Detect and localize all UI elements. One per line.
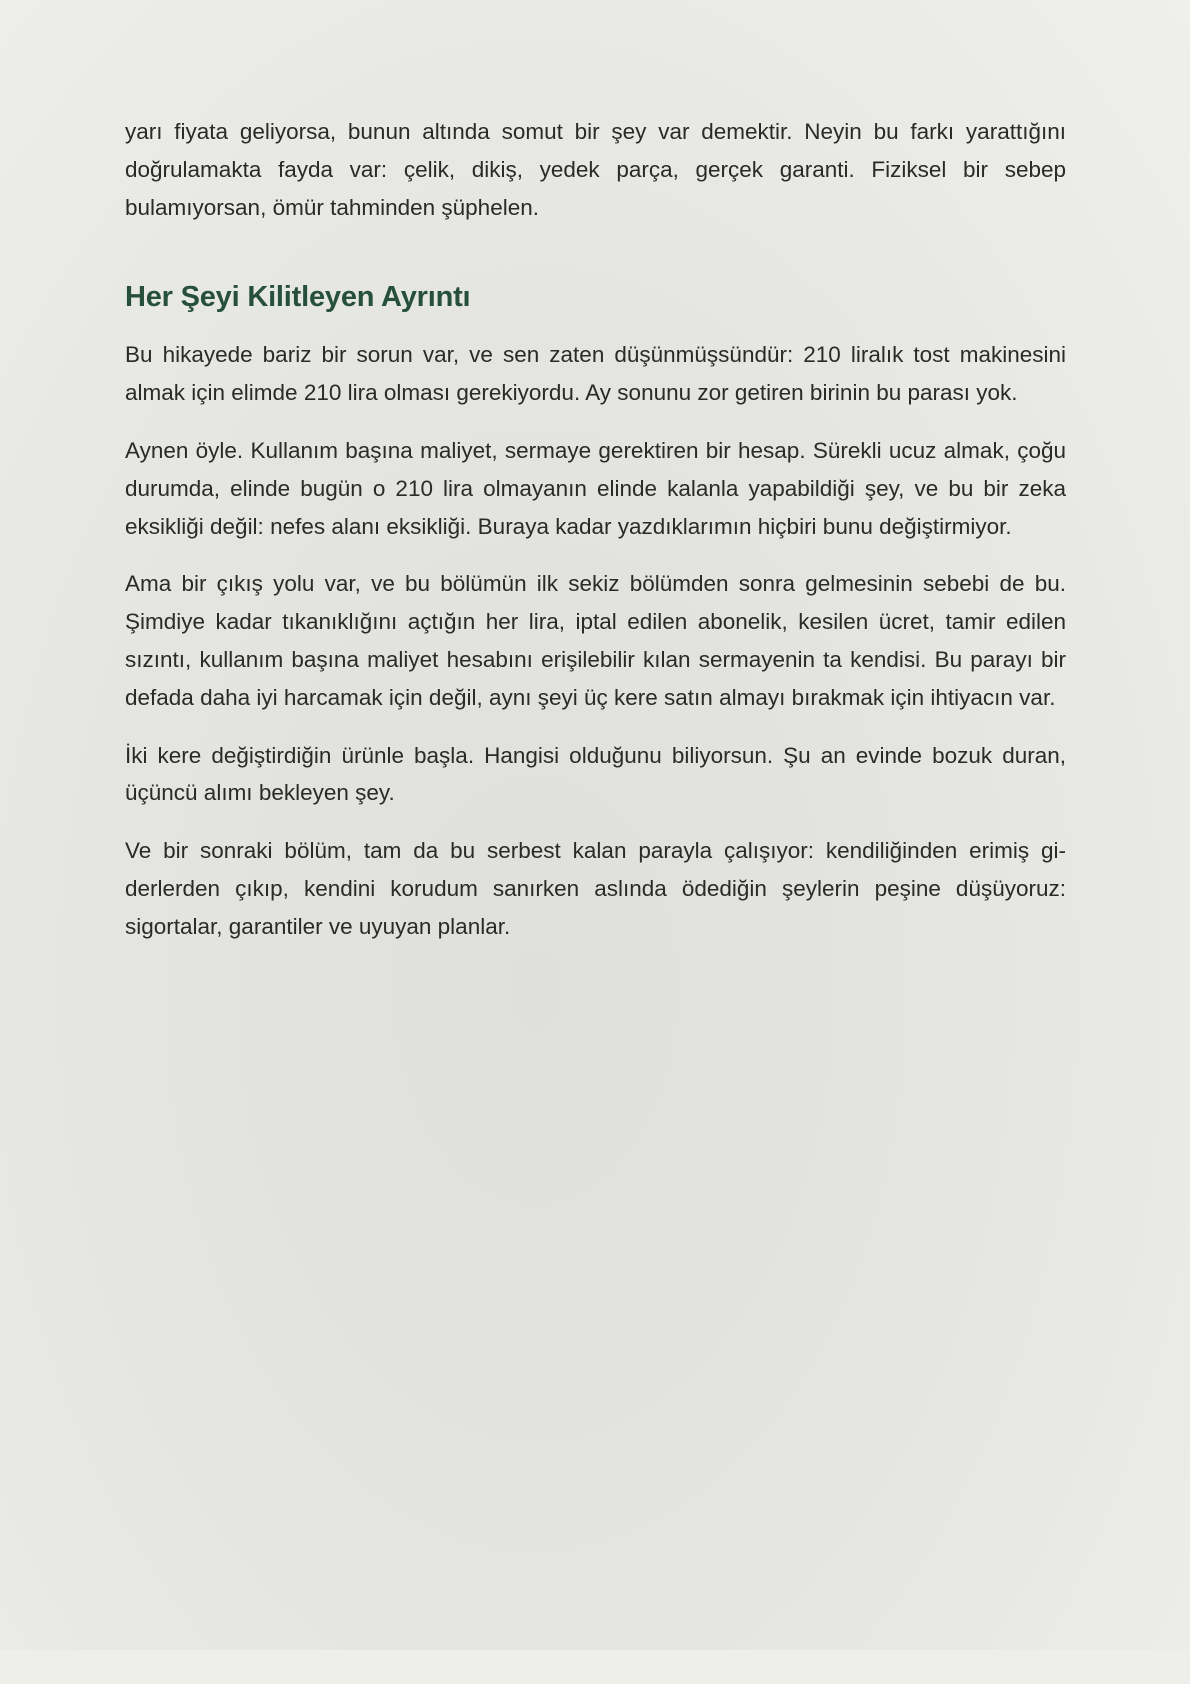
- page-bottom-margin: [0, 1650, 1190, 1684]
- section-heading: Her Şeyi Kilitleyen Ayrıntı: [125, 281, 471, 314]
- body-paragraph: Ve bir sonraki bölüm, tam da bu serbest kalan parayla çalışıyor: kendiliğinden erimiş giderlerden çıkıp, kendini korudum sanırken aslında ödediğin şeylerin peşine düşüyoruz: sigortalar, garantiler ve uyuyan planlar.: [125, 838, 1066, 939]
- body-paragraph: İki kere değiştirdiğin ürünle başla. Hangisi olduğunu biliyorsun. Şu an evinde bozuk duran, üçüncü alımı bekleyen şey.: [125, 742, 1066, 806]
- intro-paragraph: yarı fiyata geliyorsa, bunun altında somut bir şey var demektir. Neyin bu farkı yarattığını doğrulamakta fayda var: çelik, dikiş, yedek parça, gerçek garanti. Fiziksel bir sebep bulamıyorsan, ömür tahminden şüphelen.: [125, 119, 1066, 220]
- body-paragraph: Ama bir çıkış yolu var, ve bu bölümün ilk sekiz bölümden sonra gelmesinin sebebi de bu. Şimdiye kadar tıkanıklığını açtığın her lira, iptal edilen abonelik, kesilen ücret, tamir edilen sızıntı, kullanım başına maliyet hesabını erişilebilir kılan sermayenin ta kendisi. Bu parayı bir defada daha iyi harcamak için değil, aynı şeyi üç kere satın almayı bırakmak için ihtiyacın var.: [125, 571, 1066, 710]
- page-content: [125, 113, 1066, 966]
- body-paragraph: Aynen öyle. Kullanım başına maliyet, sermaye gerektiren bir hesap. Sürekli ucuz almak, çoğu durumda, elinde bugün o 210 lira olmayanın elinde kalanla yapabildiği şey, ve bu bir zeka eksikliği değil: nefes alanı eksikliği. Buraya kadar yazdıklarımın hiçbiri bunu değiştirmiyor.: [125, 437, 1066, 539]
- body-paragraph: Bu hikayede bariz bir sorun var, ve sen zaten düşünmüşsündür: 210 liralık tost makinesini almak için elimde 210 lira olması gerekiyordu. Ay sonunu zor getiren birinin bu parası yok.: [125, 342, 1066, 406]
